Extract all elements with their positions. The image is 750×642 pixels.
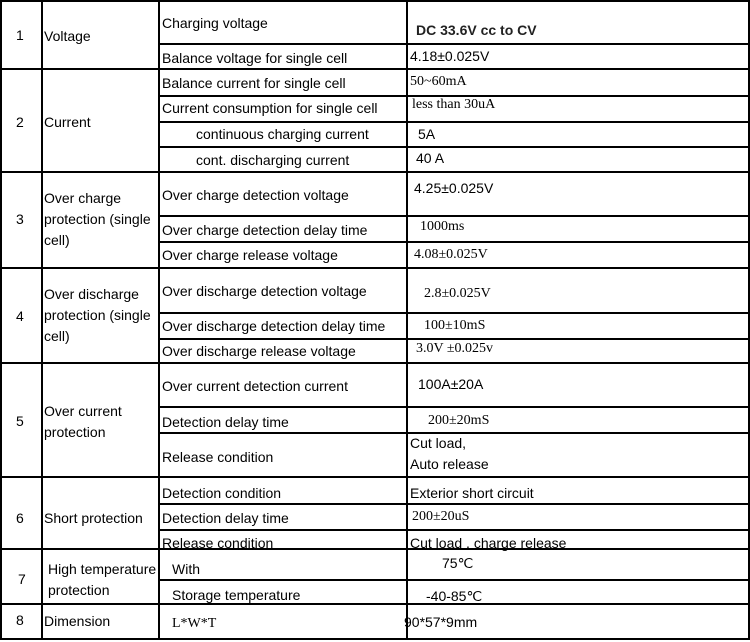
parameter-name: Over discharge detection voltage	[162, 283, 367, 299]
parameter-name: Current consumption for single cell	[162, 100, 378, 116]
column-divider	[41, 0, 43, 640]
category-label: Over current protection	[44, 403, 122, 440]
row-divider	[158, 503, 750, 505]
row-divider	[158, 406, 750, 408]
parameter-value: 200±20mS	[428, 413, 490, 428]
parameter-value: Cut load , charge release	[410, 535, 567, 551]
row-divider	[0, 603, 750, 605]
category-label: Over discharge protection (single cell)	[44, 286, 151, 344]
category-label: Over charge protection (single cell)	[44, 190, 151, 248]
parameter-value: Cut load, Auto release	[410, 435, 489, 472]
row-divider	[0, 476, 750, 478]
parameter-value: 50~60mA	[410, 74, 467, 89]
row-divider	[0, 548, 750, 550]
row-divider	[158, 146, 750, 148]
column-divider	[406, 0, 408, 640]
parameter-value: 2.8±0.025V	[424, 286, 491, 301]
row-number: 2	[16, 114, 24, 130]
row-number: 7	[18, 571, 26, 587]
parameter-value: 75℃	[442, 555, 474, 571]
parameter-value: 200±20uS	[412, 509, 470, 524]
parameter-value: -40-85℃	[426, 588, 483, 604]
parameter-name: Storage temperature	[172, 587, 301, 603]
parameter-name: With	[172, 561, 200, 577]
parameter-value: 4.08±0.025V	[414, 247, 488, 262]
row-divider	[158, 312, 750, 314]
parameter-name: L*W*T	[172, 616, 217, 631]
row-divider	[158, 121, 750, 123]
row-divider	[158, 215, 750, 217]
parameter-value: Exterior short circuit	[410, 485, 534, 501]
row-divider	[0, 362, 750, 364]
parameter-value: less than 30uA	[412, 97, 496, 112]
parameter-name: Over current detection current	[162, 378, 348, 394]
row-number: 3	[16, 211, 24, 227]
row-number: 8	[16, 612, 24, 628]
parameter-name: Over charge detection voltage	[162, 187, 349, 203]
row-number: 4	[16, 308, 24, 324]
row-divider	[0, 68, 750, 70]
parameter-name: Charging voltage	[162, 15, 268, 31]
parameter-name: Balance current for single cell	[162, 75, 346, 91]
parameter-value: 1000ms	[420, 219, 465, 234]
parameter-name: Over charge release voltage	[162, 247, 338, 263]
category-label: High temperature protection	[48, 561, 157, 598]
parameter-name: Release condition	[162, 449, 274, 465]
category-label: Short protection	[44, 510, 143, 526]
parameter-value: 3.0V ±0.025v	[416, 341, 494, 356]
parameter-name: Over discharge detection delay time	[162, 318, 386, 334]
parameter-value: DC 33.6V cc to CV	[416, 22, 537, 38]
parameter-name: Detection condition	[162, 485, 282, 501]
row-divider	[0, 171, 750, 173]
parameter-name: Over discharge release voltage	[162, 343, 356, 359]
parameter-name: continuous charging current	[196, 126, 369, 142]
row-divider	[0, 0, 750, 2]
parameter-value: 100±10mS	[424, 318, 486, 333]
parameter-name: Balance voltage for single cell	[162, 50, 348, 66]
column-divider	[158, 0, 160, 640]
parameter-value: 5A	[418, 126, 436, 142]
parameter-value: 40 A	[416, 150, 445, 166]
parameter-value: 100A±20A	[418, 376, 484, 392]
parameter-name: Release condition	[162, 535, 274, 551]
parameter-value: 4.25±0.025V	[414, 180, 494, 196]
row-divider	[158, 579, 750, 581]
parameter-name: Detection delay time	[162, 414, 289, 430]
parameter-value: 90*57*9mm	[404, 614, 478, 630]
category-label: Voltage	[44, 28, 91, 44]
parameter-value: 4.18±0.025V	[410, 48, 490, 64]
row-number: 6	[16, 510, 24, 526]
category-label: Current	[44, 114, 91, 130]
column-divider	[0, 0, 2, 640]
parameter-name: Detection delay time	[162, 510, 289, 526]
row-divider	[158, 529, 750, 531]
parameter-name: cont. discharging current	[196, 152, 350, 168]
row-divider	[0, 638, 750, 640]
category-label: Dimension	[44, 613, 111, 629]
row-number: 1	[16, 27, 24, 43]
row-divider	[0, 267, 750, 269]
row-divider	[158, 43, 750, 45]
parameter-name: Over charge detection delay time	[162, 222, 368, 238]
row-number: 5	[16, 413, 24, 429]
row-divider	[158, 241, 750, 243]
